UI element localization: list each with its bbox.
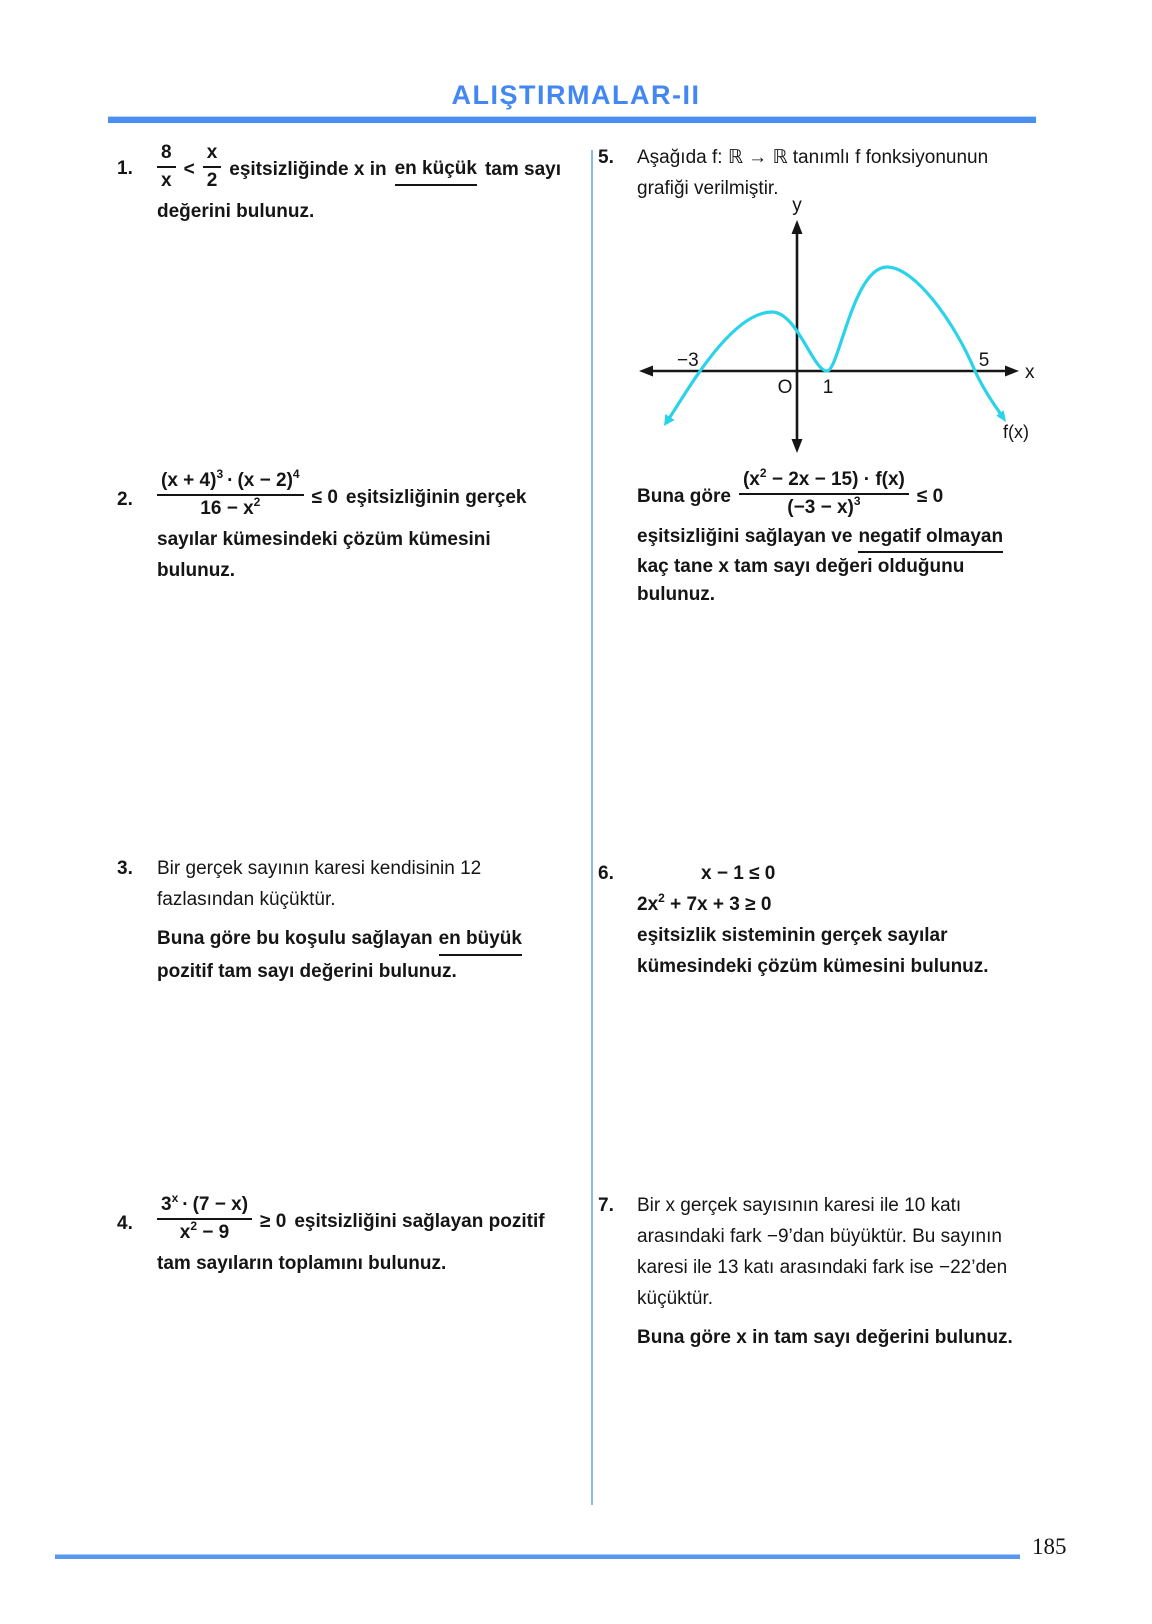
- p4-formula-line: [157, 1190, 545, 1248]
- p5-line: Aşağıda f: ℝ → ℝ tanımlı f fonksiyonunun: [637, 147, 989, 168]
- p1-text: eşitsizliğinde x in: [229, 158, 387, 180]
- p2-line: bulunuz.: [157, 560, 236, 581]
- p5-formula-line: [637, 465, 1037, 523]
- p1-formula-line: [157, 142, 561, 196]
- p2-text: eşitsizliğinin gerçek: [345, 486, 527, 508]
- relation: ≥ 0: [260, 1210, 287, 1232]
- function-graph: [637, 195, 1037, 463]
- problem-6-number: 6.: [598, 863, 614, 884]
- p5-underlined-text: negatif olmayan: [858, 523, 1003, 553]
- y-axis-top-arrow-icon: [792, 220, 803, 234]
- problem-3-number: 3.: [117, 858, 133, 879]
- problem-2-number: 2.: [117, 489, 133, 510]
- p7-line: küçüktür.: [637, 1288, 714, 1309]
- p2-formula-line: [157, 466, 527, 524]
- p5-line: bulunuz.: [637, 584, 716, 605]
- problem-3: [117, 853, 583, 987]
- p6-system-line-2: $2x^2 + 7x + 3 \ge 0$: [637, 890, 772, 915]
- p5-line: grafiği verilmiştir.: [637, 178, 779, 199]
- fraction: $\frac{x}{2}$: [203, 140, 222, 194]
- fraction: $\frac{3^x \cdot (7 - x)}{x^2 - 9}$: [157, 1192, 252, 1246]
- less-than: <: [183, 158, 195, 180]
- problem-5-number: 5.: [598, 147, 614, 168]
- origin-label: O: [777, 377, 793, 398]
- tick-1: 1: [822, 377, 834, 398]
- p7-line: arasındaki fark −9’dan büyüktür. Bu sayının: [637, 1226, 1002, 1247]
- x-axis-right-arrow-icon: [1005, 366, 1019, 377]
- f-curve: [670, 267, 1000, 417]
- fraction: $\frac{8}{x}$: [157, 140, 176, 194]
- column-divider: [591, 150, 593, 1505]
- problem-4: [117, 1190, 583, 1279]
- p1-text: tam sayı: [484, 158, 562, 180]
- p4-text: eşitsizliğini sağlayan pozitif: [294, 1210, 545, 1232]
- p1-underlined-text: en küçük: [395, 153, 477, 186]
- footer-rule: [55, 1554, 1020, 1559]
- p3-line: Bir gerçek sayının karesi kendisinin 12: [157, 858, 482, 879]
- y-axis-bottom-arrow-icon: [792, 439, 803, 453]
- problem-6: [598, 858, 1048, 982]
- p3-line: Buna göre bu koşulu sağlayan en büyük: [157, 923, 522, 956]
- p5-lead: Buna göre: [637, 485, 731, 507]
- y-axis-label: y: [792, 195, 802, 216]
- p7-question-line: Buna göre x in tam sayı değerini bulunuz.: [637, 1327, 1013, 1348]
- page-number: 185: [1032, 1534, 1067, 1559]
- relation: ≤ 0: [311, 486, 338, 508]
- page-title: ALIŞTIRMALAR-II: [451, 80, 701, 110]
- p6-line: eşitsizlik sisteminin gerçek sayılar: [637, 925, 948, 946]
- p5-line: kaç tane x tam sayı değeri olduğunu: [637, 556, 965, 577]
- relation: ≤ 0: [916, 485, 944, 507]
- tick-neg3: −3: [677, 350, 699, 371]
- tick-5: 5: [978, 350, 990, 371]
- problem-5: [598, 142, 1048, 609]
- p7-line: karesi ile 13 katı arasındaki fark ise −22’den: [637, 1257, 1008, 1278]
- problem-7-number: 7.: [598, 1195, 614, 1216]
- p3-line: fazlasından küçüktür.: [157, 889, 336, 910]
- problem-7: [598, 1190, 1048, 1353]
- x-axis-label: x: [1025, 362, 1035, 383]
- p6-line: kümesindeki çözüm kümesini bulunuz.: [637, 956, 989, 977]
- p6-system-line-1: x − 1 ≤ 0: [701, 863, 776, 884]
- curve-label: f(x): [1003, 422, 1029, 442]
- fraction: $\frac{(x^2 - 2x - 15) \cdot f(x)}{(-3 - x)^3}$: [739, 467, 909, 521]
- problem-2: [117, 466, 583, 586]
- fraction: $\frac{(x + 4)^3 \cdot (x - 2)^4}{16 - x^2}$: [157, 468, 304, 522]
- p5-line: eşitsizliğini sağlayan ve negatif olmayan: [637, 523, 1037, 553]
- p3-underlined-text: en büyük: [439, 923, 522, 956]
- problem-1-number: 1.: [117, 158, 133, 179]
- problem-4-number: 4.: [117, 1213, 133, 1234]
- p2-line: sayılar kümesindeki çözüm kümesini: [157, 529, 491, 550]
- p4-line: tam sayıların toplamını bulunuz.: [157, 1253, 447, 1274]
- p3-line: pozitif tam sayı değerini bulunuz.: [157, 961, 457, 982]
- problem-1: [117, 142, 583, 227]
- p7-line: Bir x gerçek sayısının karesi ile 10 katı: [637, 1195, 962, 1216]
- title-rule: [108, 116, 1036, 123]
- p1-line: değerini bulunuz.: [157, 201, 315, 222]
- x-axis-left-arrow-icon: [639, 366, 653, 377]
